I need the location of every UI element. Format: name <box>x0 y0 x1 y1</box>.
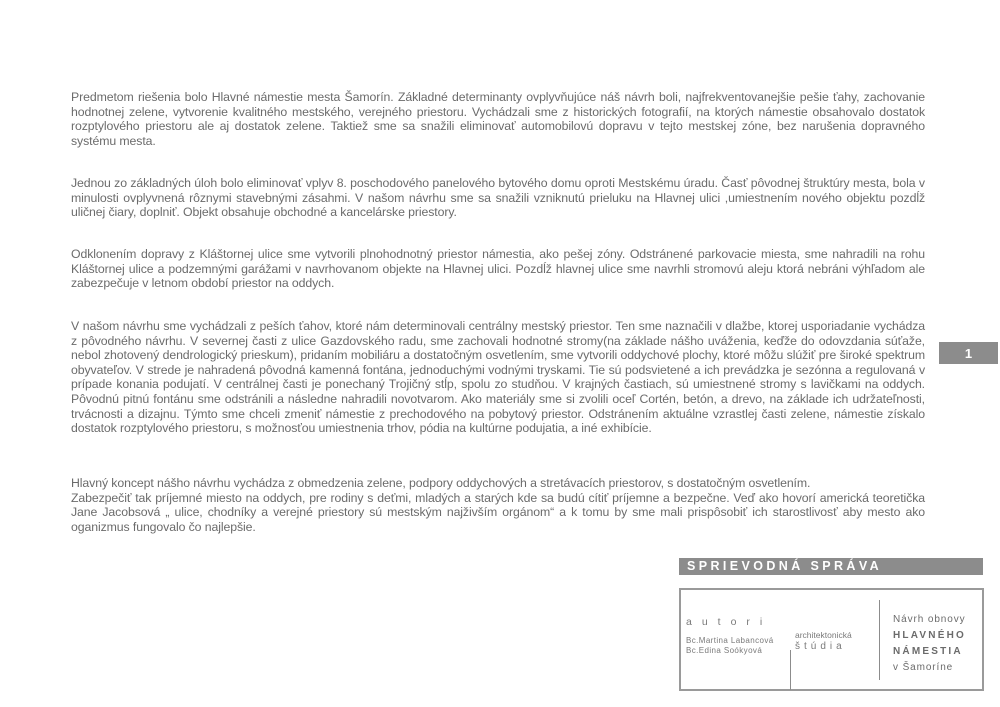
paragraph-text: Predmetom riešenia bolo Hlavné námestie mesta Šamorín. Základné determinanty ovplyvňujúce náš návrh boli, najfrekventovanejšie pešie ťahy, zachovanie hodnotnej zelene, vytvorenie kvalitného mestského, verejného priestoru. Vychádzali sme z historických fotografií, na ktorých námestie obsahovalo dostatok rozptylového priestoru ale aj dostatok zelene. Taktiež sme sa snažili eliminovať automobilovú dopravu v tejto mestskej zóne, bez narušenia dopravného systému mesta. <box>71 90 925 148</box>
divider <box>879 600 880 680</box>
author-names <box>686 636 786 656</box>
project-line: NÁMESTIA <box>893 646 963 657</box>
paragraph-subject <box>71 90 925 148</box>
author-name: Bc.Edina Soókyová <box>686 646 763 655</box>
paragraph-text: V našom návrhu sme vychádzali z peších ťahov, ktoré nám determinovali centrálny mestský priestor. Ten sme naznačili v dlažbe, ktorej usporiadanie vychádza z pôvodného návrhu. V severnej časti z ulice Gazdovského radu, sme zachovali hodnotné stromy(na základe nášho uváženia, keďže do odovzdania súťaže, nebol zhotovený dendrologický prieskum), pridaním mobiliáru a dostatočným osvetlením, sme vytvorili oddychové plochy, ktoré môžu slúžiť pre široké spektrum obyvateľov. V strede je nahradená pôvodná kamenná fontána, jednoduchými vodnými tryskami. Tie sú podsvietené a ich prevádzka je sezónna a regulovaná v prípade konania podujatí. V centrálnej časti je ponechaný Trojičný stĺp, spolu zo studňou. V krajných častiach, sú umiestnené stromy s lavičkami na oddych. Pôvodnú pitnú fontánu sme odstránili a následne nahradili novotvarom. Ako materiály sme si zvolili oceľ Cortén, betón, a drevo, na základe ich udržateľnosti, trvácnosti a dizajnu. Týmto sme chceli zmeniť námestie z prechodového na pobytový priestor. Odstránením aktuálne vzrastlej časti zelene, námestie získalo dostatok rozptylového priestoru, s možnosťou umiestnenia trhov, pódia na kultúrne podujatia, a iné exhibície. <box>71 319 925 436</box>
project-line: Návrh obnovy <box>893 614 966 625</box>
studio-line: architektonická <box>795 630 852 640</box>
authors-label: autori <box>686 616 773 628</box>
project-title <box>893 612 966 676</box>
divider <box>790 650 791 690</box>
project-line: HLAVNÉHO <box>893 630 966 641</box>
paragraph-text: Zabezpečiť tak príjemné miesto na oddych, pre rodiny s deťmi, mladých a starých kde sa budú cítiť príjemne a bezpečne. Veď ako hovorí americká teoretička Jane Jacobsová „ ulice, chodníky a verejné priestory sú mestským najživším orgánom“ a k tomu by sme mali prispôsobiť ich starostlivosť aby mesto ako oganizmus fungovalo čo najlepšie. <box>71 490 925 534</box>
paragraph-text: Hlavný koncept nášho návrhu vychádza z obmedzenia zelene, podpory oddychových a stretávacích priestorov, s dostatočným osvetlením. <box>71 476 811 490</box>
author-name: Bc.Martina Labancová <box>686 636 774 645</box>
paragraph-building <box>71 176 925 220</box>
title-block <box>679 588 984 691</box>
project-line: v Šamoríne <box>893 662 954 673</box>
page-number: 1 <box>939 342 998 364</box>
paragraph-traffic <box>71 247 925 291</box>
paragraph-design <box>71 319 925 436</box>
authors-section <box>686 616 786 656</box>
paragraph-text: Jednou zo základných úloh bolo eliminovať vplyv 8. poschodového panelového bytového domu oproti Mestskému úradu. Časť pôvodnej štruktúry mesta, bola v minulosti ovplyvnená rôznymi stavebnými zásahmi. V našom návrhu sme sa snažili vzniknutú prieluku na Hlavnej ulici ,umiestnením nového objektu pozdĺž uličnej čiary, doplniť. Objekt obsahuje obchodné a kancelárske priestory. <box>71 176 925 220</box>
studio-line: štúdia <box>795 641 846 652</box>
report-title-bar: SPRIEVODNÁ SPRÁVA <box>679 558 983 575</box>
paragraph-text: Odklonením dopravy z Kláštornej ulice sme vytvorili plnohodnotný priestor námestia, ako pešej zóny. Odstránené parkovacie miesta, sme nahradili na rohu Kláštornej ulice a podzemnými garážami v navrhovanom objekte na Hlavnej ulici. Pozdĺž hlavnej ulice sme navrhli stromovú aleju ktorá nebráni výhľadom ale zabezpečuje v letnom období priestor na oddych. <box>71 247 925 291</box>
studio-label <box>795 630 852 652</box>
paragraph-concept <box>71 476 925 534</box>
